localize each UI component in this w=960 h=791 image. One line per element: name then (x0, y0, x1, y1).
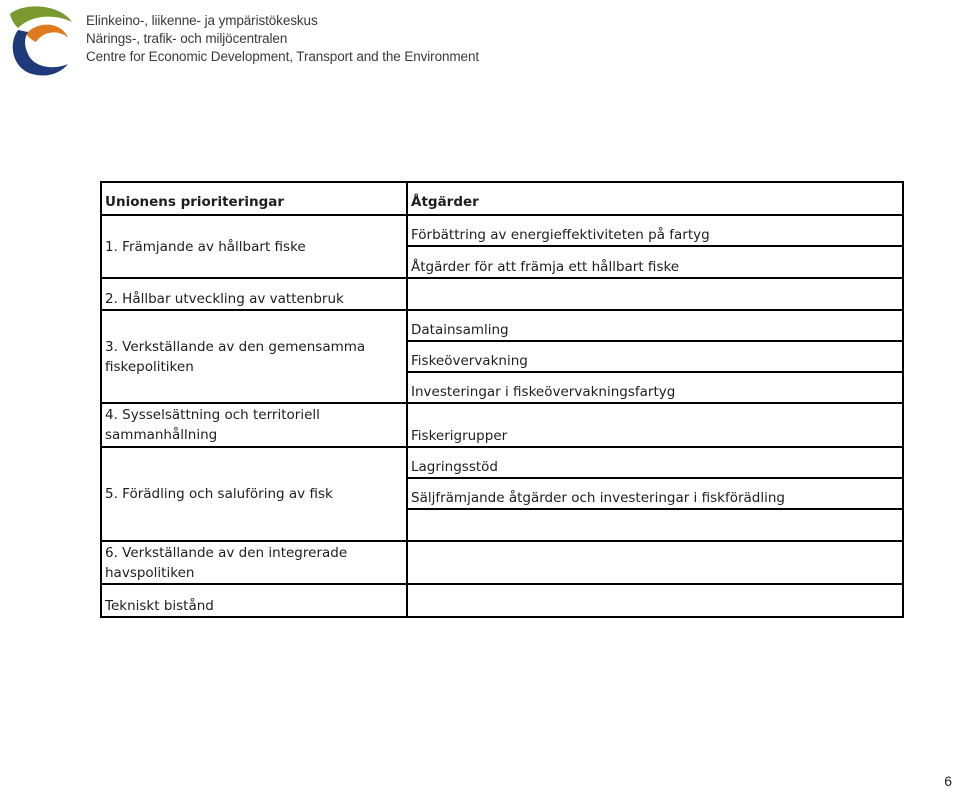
measure-cell: Fiskerigrupper (407, 403, 903, 447)
table-row (101, 403, 903, 447)
measure-cell: Åtgärder för att främja ett hållbart fiske (407, 246, 903, 278)
table-header-row (101, 182, 903, 215)
header-priorities: Unionens prioriteringar (101, 182, 407, 215)
logo-white-gap (30, 44, 62, 58)
logo-green-leaf (10, 6, 72, 28)
measure-cell (407, 278, 903, 310)
table-row (101, 310, 903, 341)
organisation-name (86, 12, 479, 66)
priorities-table (100, 181, 904, 618)
ely-logo (6, 4, 74, 76)
measure-cell (407, 541, 903, 584)
table-row (101, 215, 903, 246)
priority-2: 2. Hållbar utveckling av vattenbruk (101, 278, 407, 310)
org-name-finnish: Elinkeino-, liikenne- ja ympäristökeskus (86, 13, 318, 28)
priority-4: 4. Sysselsättning och territoriell sammanhållning (101, 403, 407, 447)
measure-cell: Säljfrämjande åtgärder och investeringar i fiskförädling (407, 478, 903, 509)
page-number: 6 (944, 773, 952, 789)
priority-technical-assistance: Tekniskt bistånd (101, 584, 407, 617)
org-name-english: Centre for Economic Development, Transport and the Environment (86, 49, 479, 64)
measure-cell (407, 584, 903, 617)
priority-6: 6. Verkställande av den integrerade havspolitiken (101, 541, 407, 584)
header (0, 0, 520, 80)
logo-orange-arc (26, 25, 68, 42)
measure-cell (407, 509, 903, 541)
table-row (101, 541, 903, 584)
measure-cell: Lagringsstöd (407, 447, 903, 478)
table-row (101, 447, 903, 478)
measure-cell: Fiskeövervakning (407, 341, 903, 372)
priority-5: 5. Förädling och saluföring av fisk (101, 447, 407, 541)
org-name-swedish: Närings-, trafik- och miljöcentralen (86, 31, 288, 46)
priority-1: 1. Främjande av hållbart fiske (101, 215, 407, 278)
priority-3: 3. Verkställande av den gemensamma fiskepolitiken (101, 310, 407, 403)
table-row (101, 584, 903, 617)
measure-cell: Datainsamling (407, 310, 903, 341)
header-measures: Åtgärder (407, 182, 903, 215)
measure-cell: Investeringar i fiskeövervakningsfartyg (407, 372, 903, 403)
table-row (101, 278, 903, 310)
measure-cell: Förbättring av energieffektiviteten på fartyg (407, 215, 903, 246)
